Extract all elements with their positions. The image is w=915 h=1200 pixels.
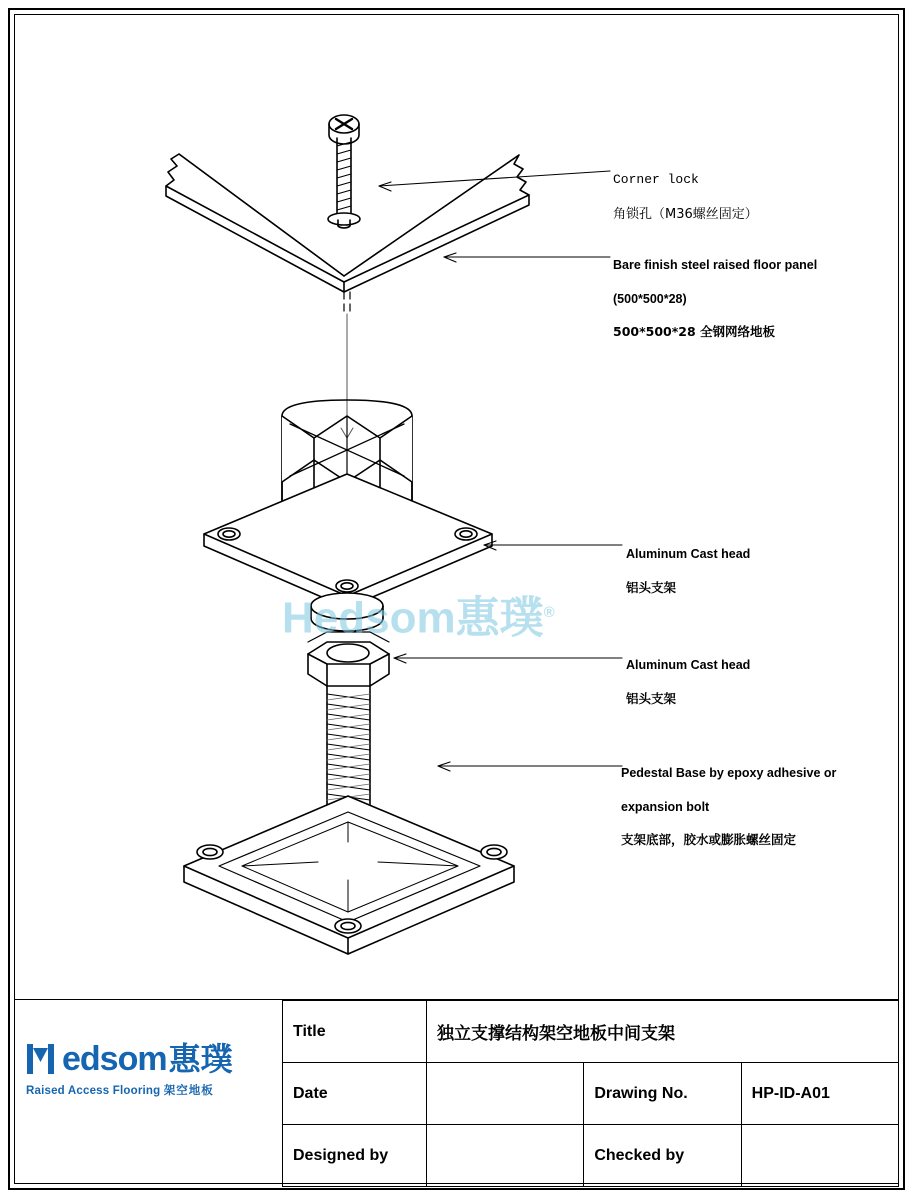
- callout-floor-panel-cn: 500*500*28 全钢网络地板: [613, 324, 776, 340]
- logo-wordmark-cn: 惠璞: [168, 1040, 233, 1078]
- designed-by-value[interactable]: [427, 1125, 584, 1187]
- callout-floor-panel: [613, 240, 817, 358]
- hedsom-h-icon: [26, 1042, 60, 1076]
- hex-nut: [308, 632, 389, 686]
- callout-floor-panel-en-2: (500*500*28): [613, 291, 687, 306]
- logo-tagline-en: Raised Access Flooring: [26, 1085, 161, 1097]
- designed-by-label: Designed by: [283, 1125, 427, 1187]
- title-label: Title: [283, 1001, 427, 1063]
- callout-cast-head-lower-en: Aluminum Cast head: [626, 657, 751, 672]
- callout-pedestal-base-cn: 支架底部，胶水或膨胀螺丝固定: [621, 832, 797, 848]
- callout-cast-head-lower-cn: 铝头支架: [626, 690, 677, 706]
- company-logo: [14, 1000, 282, 1185]
- checked-by-value[interactable]: [741, 1125, 898, 1187]
- watermark-text-cn: 惠璞: [455, 592, 544, 644]
- corner-lock-screw: [328, 115, 360, 228]
- date-label: Date: [283, 1063, 427, 1125]
- logo-tagline-cn: 架空地板: [163, 1083, 214, 1097]
- callout-floor-panel-en-1: Bare finish steel raised floor panel: [613, 257, 818, 272]
- registered-mark-icon: ®: [543, 604, 555, 621]
- callout-corner-lock: [613, 153, 758, 241]
- callout-cast-head-upper: [626, 529, 750, 613]
- table-row: [283, 1125, 899, 1187]
- callout-cast-head-upper-cn: 铝头支架: [626, 579, 677, 595]
- callout-corner-lock-en: Corner lock: [613, 171, 699, 187]
- pedestal-base: [184, 796, 514, 954]
- checked-by-label: Checked by: [584, 1125, 741, 1187]
- aluminum-cast-head: [204, 400, 492, 631]
- title-block-table: [282, 1000, 899, 1187]
- leader-lines: [379, 171, 622, 771]
- callout-cast-head-upper-en: Aluminum Cast head: [626, 546, 751, 561]
- table-row: [283, 1063, 899, 1125]
- date-value[interactable]: [427, 1063, 584, 1125]
- callout-pedestal-base: [621, 748, 836, 866]
- table-row: [283, 1001, 899, 1063]
- callout-pedestal-base-en-1: Pedestal Base by epoxy adhesive or: [621, 765, 837, 780]
- drawing-no-value: HP-ID-A01: [741, 1063, 898, 1125]
- callout-pedestal-base-en-2: expansion bolt: [621, 799, 710, 814]
- watermark-text-en: Hedsom: [282, 593, 456, 643]
- logo-wordmark: edsom: [62, 1040, 167, 1078]
- title-value: 独立支撑结构架空地板中间支架: [427, 1001, 899, 1063]
- callout-corner-lock-cn: 角锁孔（M36螺丝固定）: [613, 206, 758, 222]
- drawing-no-label: Drawing No.: [584, 1063, 741, 1125]
- title-block: [14, 999, 899, 1184]
- callout-cast-head-lower: [626, 640, 750, 724]
